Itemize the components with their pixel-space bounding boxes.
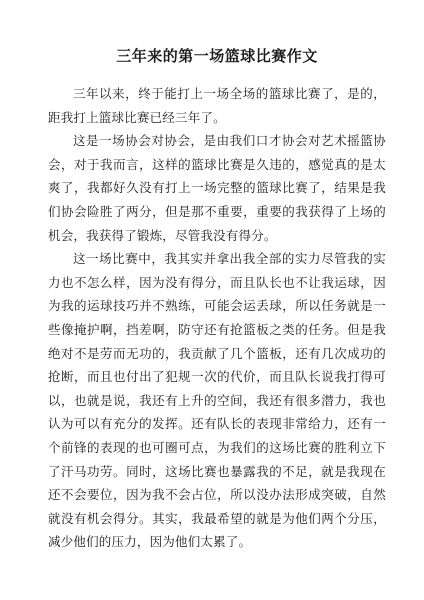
- paragraph-1: 三年以来，终于能打上一场全场的篮球比赛了，是的，距我打上篮球比赛已经三年了。: [48, 86, 386, 125]
- paragraph-2: 这是一场协会对协会，是由我们口才协会对艺术摇篮协会，对于我而言，这样的篮球比赛是久违的，感觉真的是太爽了，我都好久没有打上一场完整的篮球比赛了，结果是我们协会险胜了两分，但是那不重要，重要的我获得了上场的机会，我获得了锻炼，尽管我没有得分。: [48, 133, 386, 243]
- document-title: 三年来的第一场篮球比赛作文: [116, 47, 318, 65]
- paragraph-3: 这一场比赛中，我其实并拿出我全部的实力尽管我的实力也不怎么样，因为没有得分，而且队长也不让我运球，因为我的运球技巧并不熟练，可能会运丢球，所以任务就是一些像掩护啊，挡差啊，防守还有抢篮板之类的任务。但是我绝对不是劳而无功的，我贡献了几个篮板，还有几次成功的抢断，而且也付出了犯规一次的代价，而且队长说我打得可以，也就是说，我还有上升的空间，我还有很多潜力，我也认为可以有充分的发挥。还有队长的表现非常给力，还有一个前锋的表现的也可圈可点，为我们的这场比赛的胜利立下了汗马功劳。同时，这场比赛也暴露我的不足，就是我现在还不会要位，因为我不会占位，所以没办法形成突破，自然就没有机会得分。其实，我最希望的就是为他们两个分压，减少他们的压力，因为他们太累了。: [48, 251, 386, 550]
